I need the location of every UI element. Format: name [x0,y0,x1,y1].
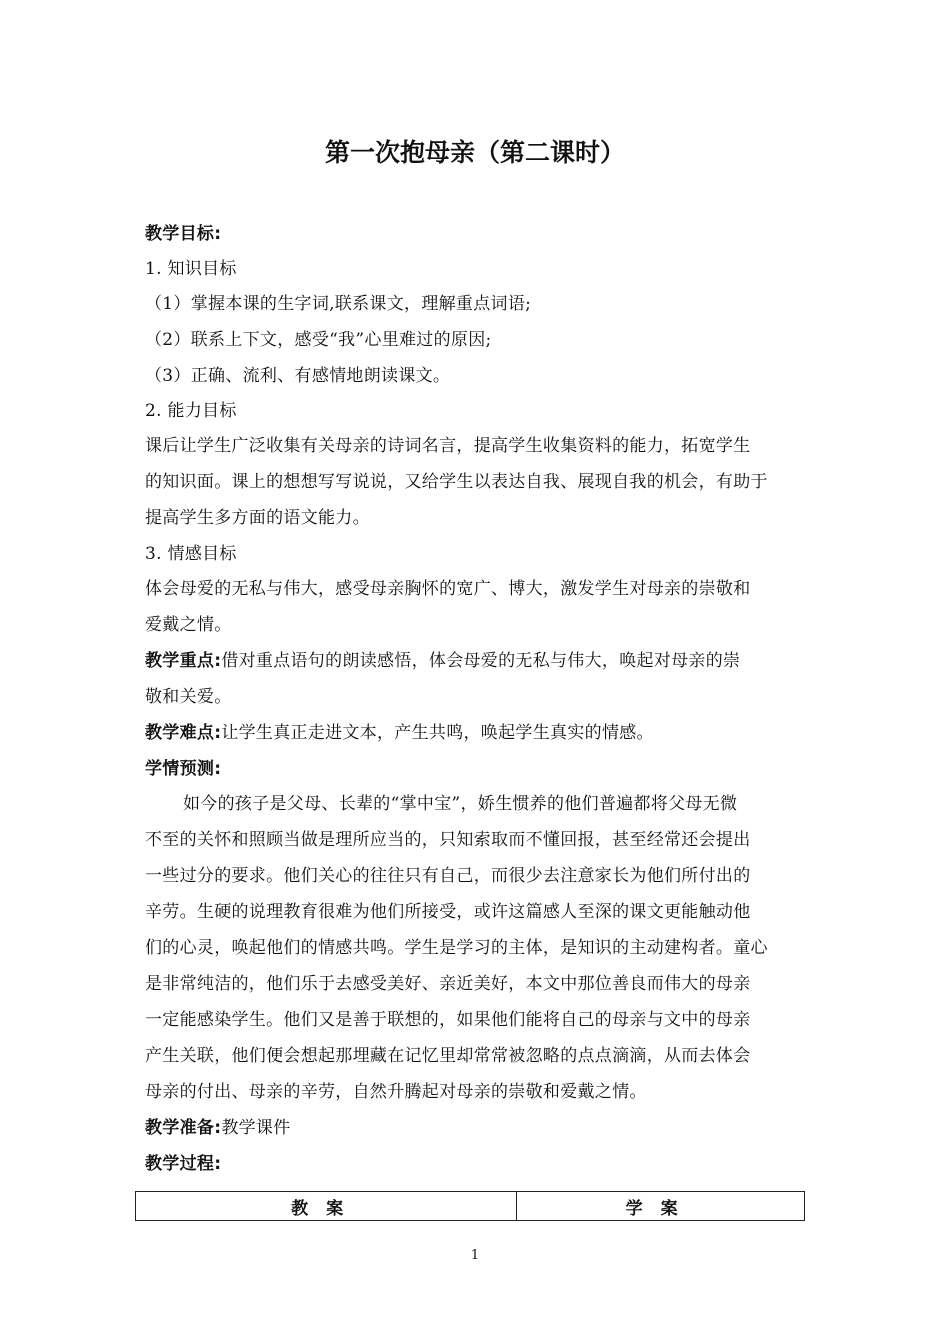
document-title: 第一次抱母亲（第二课时） [324,138,625,167]
page-number: 1 [470,1248,480,1263]
table-header-cell-study: 学案 [517,1192,805,1221]
goal1-heading: 1. 知识目标 [145,259,237,279]
goal2-heading: 2. 能力目标 [145,401,237,421]
forecast-text-line: 不至的关怀和照顾当做是理所应当的，只知索取而不懂回报，甚至经常还会提出 [145,830,751,850]
goal2-text-line: 提高学生多方面的语文能力。 [145,508,370,528]
goal2-text-line: 的知识面。课上的想想写写说说，又给学生以表达自我、展现自我的机会，有助于 [145,472,768,492]
forecast-text-line: 如今的孩子是父母、长辈的“掌中宝”，娇生惯养的他们普遍都将父母无微 [183,794,738,814]
forecast-heading: 学情预测: [145,759,222,779]
preparation-label: 教学准备: [145,1118,222,1138]
key-point-text: 借对重点语句的朗读感悟，体会母爱的无私与伟大，唤起对母亲的崇 [221,651,741,671]
table-header-cell-plan: 教案 [136,1192,517,1221]
forecast-text-line: 们的心灵，唤起他们的情感共鸣。学生是学习的主体，是知识的主动建构者。童心 [145,938,768,958]
difficulty-text: 让学生真正走进文本，产生共鸣，唤起学生真实的情感。 [221,723,654,743]
key-point-line [145,649,807,673]
goal2-text-line: 课后让学生广泛收集有关母亲的诗词名言，提高学生收集资料的能力，拓宽学生 [145,436,751,456]
difficulty-label: 教学难点: [145,723,222,743]
goal1-item: （2）联系上下文，感受“我”心里难过的原因; [145,330,492,350]
forecast-text-line: 辛劳。生硬的说理教育很难为他们所接受，或许这篇感人至深的课文更能触动他 [145,902,751,922]
difficulty-line [145,721,807,745]
goal3-text-line: 爱戴之情。 [145,615,232,635]
goal1-item: （1）掌握本课的生字词,联系课文，理解重点词语; [145,294,532,314]
process-table [135,1191,805,1221]
forecast-text-line: 产生关联，他们便会想起那埋藏在记忆里却常常被忽略的点点滴滴，从而去体会 [145,1046,751,1066]
goal3-heading: 3. 情感目标 [145,544,237,564]
process-heading: 教学过程: [145,1154,222,1174]
goal1-item: （3）正确、流利、有感情地朗读课文。 [145,366,451,386]
preparation-line [145,1116,807,1140]
goal3-text-line: 体会母爱的无私与伟大，感受母亲胸怀的宽广、博大，激发学生对母亲的崇敬和 [145,579,751,599]
goals-heading: 教学目标: [145,224,222,244]
forecast-text-line: 一些过分的要求。他们关心的往往只有自己，而很少去注意家长为他们所付出的 [145,866,751,886]
key-point-continuation: 敬和关爱。 [145,687,232,707]
key-point-label: 教学重点: [145,651,222,671]
forecast-text-line: 一定能感染学生。他们又是善于联想的，如果他们能将自己的母亲与文中的母亲 [145,1010,751,1030]
forecast-text-line: 是非常纯洁的，他们乐于去感受美好、亲近美好，本文中那位善良而伟大的母亲 [145,974,751,994]
preparation-text: 教学课件 [221,1118,291,1138]
forecast-text-line: 母亲的付出、母亲的辛劳，自然升腾起对母亲的崇敬和爱戴之情。 [145,1082,647,1102]
table-header-row [136,1192,805,1221]
